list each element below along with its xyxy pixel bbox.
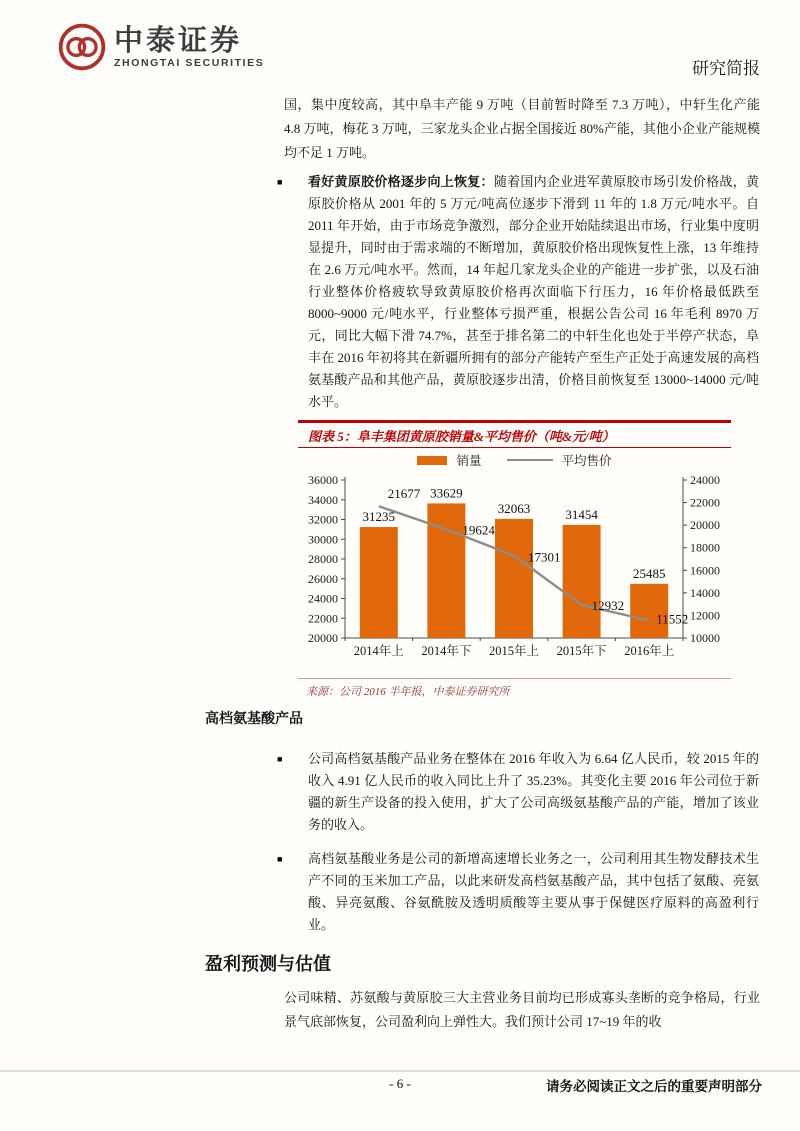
legend-sales-label: 销量 (456, 454, 482, 468)
bullet-lead: 看好黄原胶价格逐步向上恢复： (308, 174, 494, 189)
svg-text:2015年上: 2015年上 (488, 644, 540, 658)
svg-text:22000: 22000 (308, 611, 338, 626)
bullet-amino-business (277, 848, 759, 936)
bullet-square-icon: ■ (277, 754, 283, 764)
page-number: - 6 - (389, 1076, 411, 1091)
header-logo (57, 22, 264, 72)
svg-text:2016年上: 2016年上 (624, 644, 675, 658)
svg-text:17301: 17301 (528, 549, 561, 565)
svg-text:2014年下: 2014年下 (421, 644, 472, 658)
logo-text (114, 25, 264, 70)
svg-text:12000: 12000 (690, 608, 720, 623)
bullet-body: 随着国内企业进军黄原胶市场引发价格战，黄原胶价格从 2001 年的 5 万元/吨高位逐步下滑到 11 年的 1.8 万元/吨水平。自 2011 年开始，由于市场竞争激烈，部分企业开始陆续退出市场，行业集中度明显提升，同时由于需求端的不断增加，黄原胶价格出现恢复性上涨，13 年维持在 2.6 万元/吨水平。然而，14 年起几家龙头企业的产能进一步扩张，以及石油行业整体价格疲软导致黄原胶价格再次面临下行压力，16 年价格最低跌至 8000~9000 元/吨水平，行业整体亏损严重，根据公告公司 16 年毛利 8970 万元，同比大幅下滑 74.7%，甚至于排名第二的中轩生化也处于半停产状态，阜丰在 2016 年初将其在新疆所拥有的部分产能转产至生产正处于高速发展的高档氨基酸产品和其他产品，黄原胶逐步出清，价格目前恢复至 13000~14000 元/吨水平。 (308, 174, 759, 409)
legend-sales-swatch (417, 456, 447, 465)
svg-text:14000: 14000 (690, 585, 720, 600)
doc-type-label: 研究简报 (692, 59, 760, 78)
svg-text:2015年下: 2015年下 (556, 644, 607, 658)
paragraph-forecast: 公司味精、苏氨酸与黄原胶三大主营业务目前均已形成寡头垄断的竞争格局，行业景气底部恢复，公司盈利向上弹性大。我们预计公司 17~19 年的收 (284, 990, 760, 1029)
svg-text:24000: 24000 (690, 473, 720, 487)
svg-text:32000: 32000 (308, 512, 338, 527)
svg-text:34000: 34000 (308, 492, 338, 507)
svg-text:11552: 11552 (656, 611, 689, 627)
svg-text:22000: 22000 (690, 495, 720, 510)
svg-text:30000: 30000 (308, 532, 338, 547)
svg-text:31235: 31235 (362, 509, 396, 525)
chart-legend (298, 448, 731, 472)
legend-price-label: 平均售价 (561, 454, 612, 468)
figure-title: 图表 5：阜丰集团黄原胶销量&平均售价（吨&元/吨） (308, 429, 615, 444)
svg-text:19624: 19624 (462, 522, 495, 538)
svg-text:26000: 26000 (308, 571, 338, 586)
legend-price-swatch (507, 459, 553, 461)
bullet-xanthan-price (277, 171, 759, 413)
paragraph-capacity: 国，集中度较高，其中阜丰产能 9 万吨（目前暂时降至 7.3 万吨），中轩生化产能 4.8 万吨，梅花 3 万吨，三家龙头企业占据全国接近 80%产能，其他小企业产能规模均不足 1 万吨。 (284, 97, 760, 160)
logo-name-en: ZHONGTAI SECURITIES (114, 56, 265, 69)
svg-text:33629: 33629 (430, 485, 463, 501)
figure-5 (298, 420, 731, 699)
svg-text:32063: 32063 (497, 500, 531, 516)
svg-text:36000: 36000 (308, 473, 338, 487)
bullet-amino-business-text: 高档氨基酸业务是公司的新增高速增长业务之一，公司利用其生物发酵技术生产不同的玉米加工产品，以此来研发高档氨基酸产品，其中包括了氨酸、亮氨酸、异亮氨酸、谷氨酰胺及透明质酸等主要从事于保健医疗原料的高盈利行业。 (308, 851, 759, 932)
svg-text:21677: 21677 (387, 486, 421, 502)
zhongtai-logo-icon (57, 22, 107, 72)
heading-profit-forecast: 盈利预测与估值 (205, 954, 331, 974)
svg-text:20000: 20000 (308, 631, 338, 645)
logo-name-cn: 中泰证券 (114, 24, 243, 57)
sales-price-chart (298, 472, 731, 670)
svg-text:20000: 20000 (690, 518, 720, 533)
svg-text:24000: 24000 (308, 591, 338, 606)
heading-amino-acid: 高档氨基酸产品 (205, 712, 303, 727)
svg-text:10000: 10000 (690, 631, 720, 645)
svg-text:28000: 28000 (308, 552, 338, 566)
footer-notice: 请务必阅读正文之后的重要声明部分 (546, 1079, 762, 1094)
footer-divider (0, 1070, 800, 1072)
svg-text:2014年上: 2014年上 (353, 644, 404, 658)
bullet-square-icon: ■ (277, 177, 283, 187)
svg-text:18000: 18000 (690, 540, 720, 555)
bullet-amino-revenue (277, 748, 759, 836)
bullet-square-icon: ■ (277, 854, 283, 864)
svg-text:25485: 25485 (632, 565, 666, 581)
svg-text:16000: 16000 (690, 563, 720, 578)
bullet-amino-revenue-text: 公司高档氨基酸产品业务在整体在 2016 年收入为 6.64 亿人民币，较 2015 年的收入 4.91 亿人民币的收入同比上升了 35.23%。其变化主要 2016 年公司位于新疆的新生产设备的投入使用，扩大了公司高级氨基酸产品的产能，增加了该业务的收入。 (308, 751, 759, 832)
figure-source: 来源：公司 2016 半年报，中泰证券研究所 (306, 686, 510, 698)
bullet-xanthan-price-text (308, 171, 759, 413)
svg-text:12932: 12932 (591, 597, 625, 613)
svg-text:31454: 31454 (565, 506, 598, 522)
